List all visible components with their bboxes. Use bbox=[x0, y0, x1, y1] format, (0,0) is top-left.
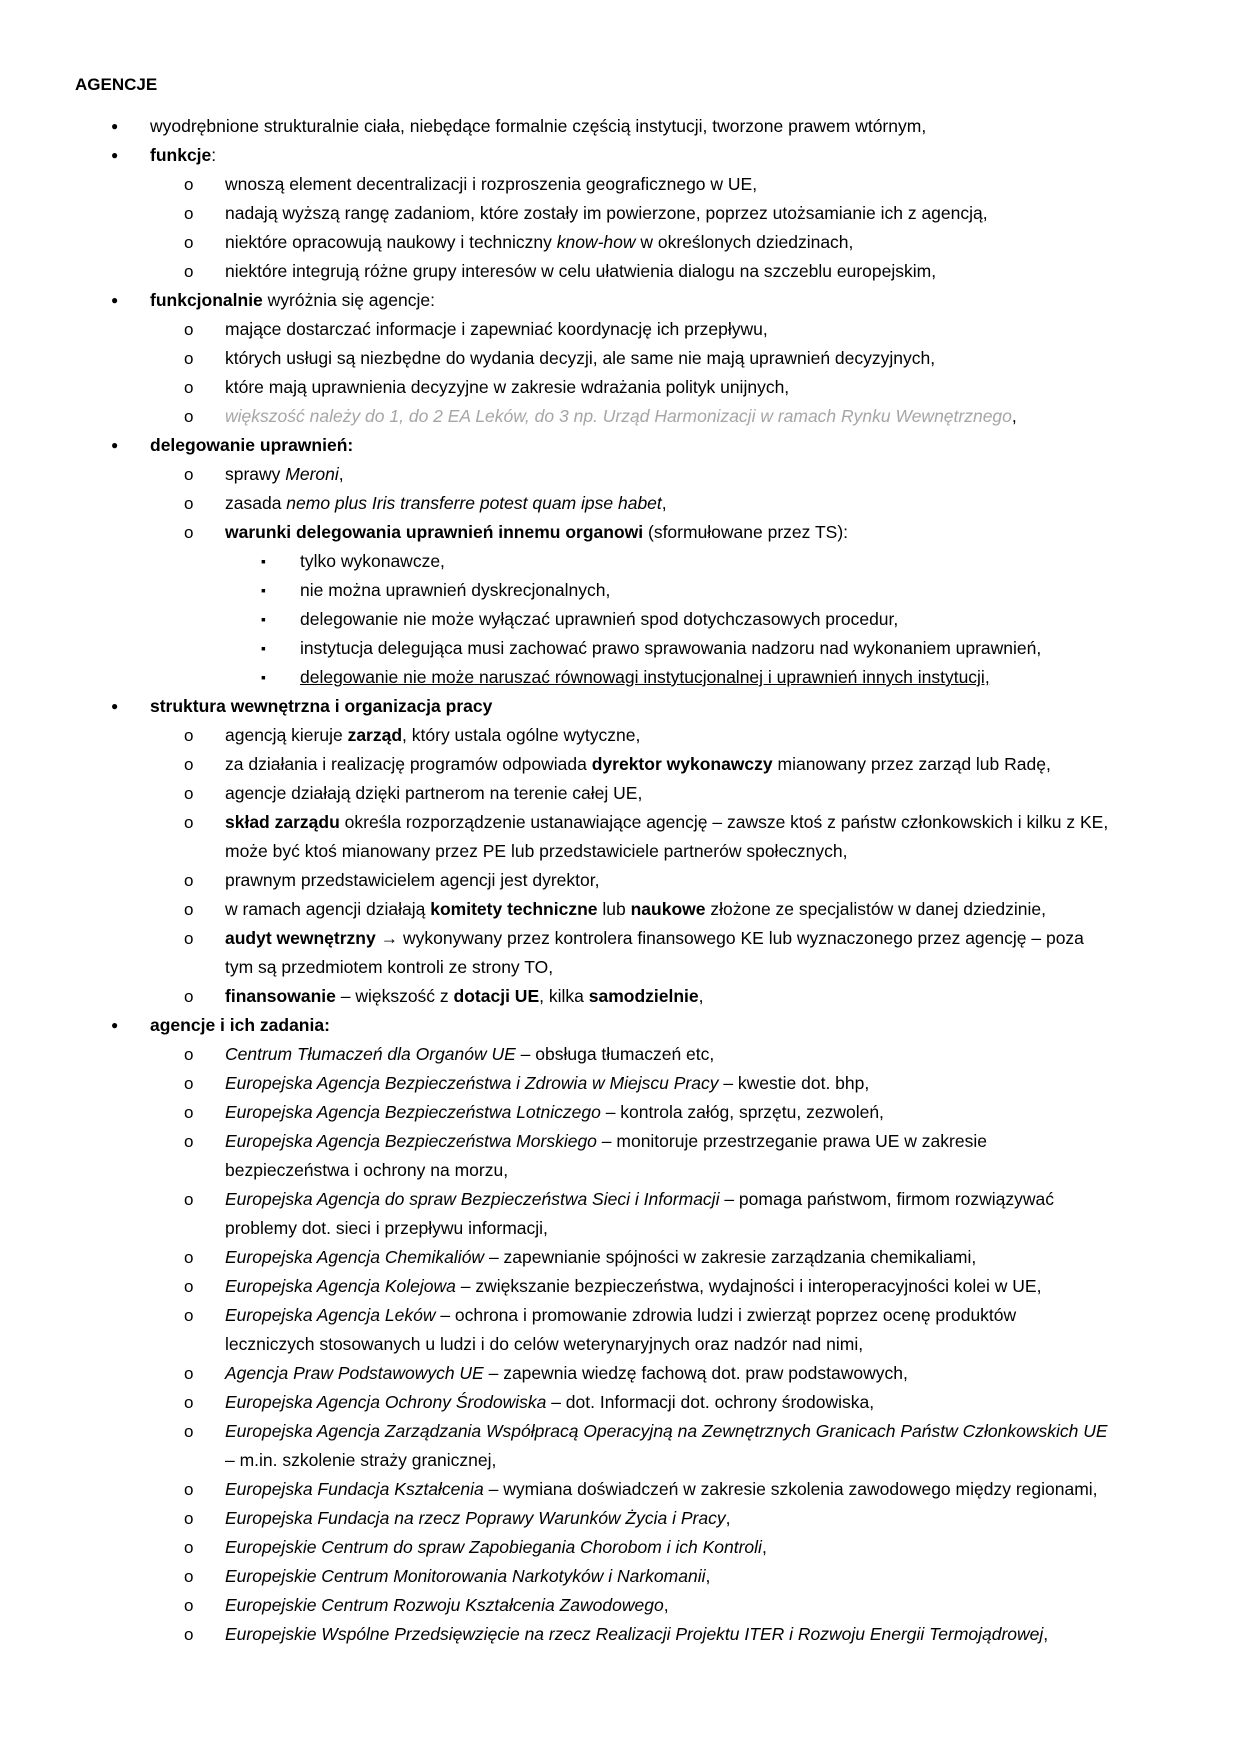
agency-item bbox=[150, 1620, 1180, 1649]
item-text: tylko wykonawcze, bbox=[300, 551, 445, 571]
list-item-struktura bbox=[75, 692, 1180, 1011]
agency-description-continued: – m.in. szkolenie straży granicznej, bbox=[225, 1450, 497, 1470]
list-item-delegowanie bbox=[75, 431, 1180, 692]
item-text: mianowany przez zarząd lub Radę, bbox=[772, 754, 1051, 774]
agency-description: – dot. Informacji dot. ochrony środowiska, bbox=[546, 1392, 875, 1412]
agency-item bbox=[150, 1417, 1180, 1475]
funkcjonalnie-sublist bbox=[150, 315, 1180, 431]
funkcje-sublist bbox=[150, 170, 1180, 286]
list-item-funkcjonalnie bbox=[75, 286, 1180, 431]
agency-description: – obsługa tłumaczeń etc, bbox=[515, 1044, 715, 1064]
list-item bbox=[150, 895, 1180, 924]
list-item-agencje bbox=[75, 1011, 1180, 1649]
item-text: wnoszą element decentralizacji i rozproszenia geograficznego w UE, bbox=[225, 174, 758, 194]
agency-name: Europejskie Centrum Rozwoju Kształcenia Zawodowego bbox=[225, 1595, 664, 1615]
funkcje-heading: funkcje bbox=[150, 145, 212, 165]
item-bold: dotacji UE bbox=[453, 986, 540, 1006]
item-bold: komitety techniczne bbox=[430, 899, 598, 919]
agency-name: Europejska Agencja Ochrony Środowiska bbox=[225, 1392, 547, 1412]
agency-name: Europejska Fundacja Kształcenia bbox=[225, 1479, 484, 1499]
agency-item bbox=[150, 1272, 1180, 1301]
agency-item bbox=[150, 1098, 1180, 1127]
agency-item bbox=[150, 1388, 1180, 1417]
agency-name: Europejska Agencja Zarządzania Współpracą Operacyjną na Zewnętrznych Granicach Państw Członkowskich UE bbox=[225, 1421, 1108, 1441]
list-item bbox=[150, 373, 1180, 402]
item-bold: finansowanie bbox=[225, 986, 336, 1006]
item-underlined: delegowanie nie może naruszać równowagi instytucjonalnej i uprawnień innych instytucji, bbox=[300, 667, 990, 687]
item-text: , kilka bbox=[539, 986, 589, 1006]
delegowanie-heading: delegowanie uprawnień: bbox=[150, 435, 354, 455]
item-bold: samodzielnie bbox=[588, 986, 699, 1006]
list-item bbox=[225, 547, 1180, 576]
item-text: sprawy bbox=[225, 464, 286, 484]
warunki-sublist bbox=[225, 547, 1180, 692]
agency-item bbox=[150, 1301, 1180, 1359]
list-item bbox=[150, 982, 1180, 1011]
agency-name: Europejska Agencja Bezpieczeństwa Lotniczego bbox=[225, 1102, 601, 1122]
item-text: których usługi są niezbędne do wydania decyzji, ale same nie mają uprawnień decyzyjnych, bbox=[225, 348, 936, 368]
agency-description: , bbox=[761, 1537, 767, 1557]
list-item bbox=[150, 402, 1180, 431]
list-item bbox=[150, 199, 1180, 228]
struktura-heading: struktura wewnętrzna i organizacja pracy bbox=[150, 696, 493, 716]
agency-item bbox=[150, 1040, 1180, 1069]
item-text: za działania i realizację programów odpowiada bbox=[225, 754, 592, 774]
list-item bbox=[150, 779, 1180, 808]
agency-description: – wymiana doświadczeń w zakresie szkolenia zawodowego między regionami, bbox=[483, 1479, 1098, 1499]
list-item bbox=[150, 924, 1180, 982]
item-bold: naukowe bbox=[630, 899, 706, 919]
item-text: , bbox=[661, 493, 667, 513]
main-list bbox=[75, 112, 1180, 1649]
agencje-sublist bbox=[150, 1040, 1180, 1649]
agency-name: Europejska Agencja do spraw Bezpieczeństwa Sieci i Informacji bbox=[225, 1189, 720, 1209]
item-muted-italic: większość należy do 1, do 2 EA Leków, do 3 np. Urząd Harmonizacji w ramach Rynku Wewnętrznego bbox=[225, 406, 1012, 426]
agency-description: – zapewnianie spójności w zakresie zarządzania chemikaliami, bbox=[484, 1247, 977, 1267]
list-item-intro bbox=[75, 112, 1180, 141]
agency-item bbox=[150, 1069, 1180, 1098]
item-text: , bbox=[338, 464, 344, 484]
delegowanie-sublist bbox=[150, 460, 1180, 692]
item-bold: audyt wewnętrzny bbox=[225, 928, 376, 948]
agency-description: , bbox=[663, 1595, 669, 1615]
item-bold: zarząd bbox=[347, 725, 403, 745]
item-text: w ramach agencji działają bbox=[225, 899, 431, 919]
agency-description-continued: leczniczych stosowanych u ludzi i do celów weterynaryjnych oraz nadzór nad nimi, bbox=[225, 1334, 864, 1354]
item-italic: know-how bbox=[556, 232, 636, 252]
funkcje-colon: : bbox=[211, 145, 217, 165]
agency-name: Europejska Agencja Kolejowa bbox=[225, 1276, 456, 1296]
funkcjonalnie-rest: wyróżnia się agencje: bbox=[262, 290, 435, 310]
agency-item bbox=[150, 1504, 1180, 1533]
list-item bbox=[225, 634, 1180, 663]
agency-name: Europejska Agencja Chemikaliów bbox=[225, 1247, 485, 1267]
list-item bbox=[150, 489, 1180, 518]
item-text: nadają wyższą rangę zadaniom, które zostały im powierzone, poprzez utożsamianie ich z agencją, bbox=[225, 203, 988, 223]
item-text: (sformułowane przez TS): bbox=[643, 522, 849, 542]
item-text: określa rozporządzenie ustanawiające agencję – zawsze ktoś z państw członkowskich i kilku z KE, bbox=[339, 812, 1109, 832]
funkcjonalnie-heading: funkcjonalnie bbox=[150, 290, 263, 310]
item-italic: nemo plus Iris transferre potest quam ipse habet bbox=[286, 493, 662, 513]
list-item bbox=[150, 518, 1180, 692]
agency-description: , bbox=[1043, 1624, 1049, 1644]
list-item bbox=[225, 605, 1180, 634]
list-item bbox=[150, 228, 1180, 257]
agency-name: Europejskie Wspólne Przedsięwzięcie na rzecz Realizacji Projektu ITER i Rozwoju Energii Termojądrowej bbox=[225, 1624, 1044, 1644]
agency-name: Europejska Agencja Leków bbox=[225, 1305, 436, 1325]
agency-item bbox=[150, 1533, 1180, 1562]
item-text: instytucja delegująca musi zachować prawo sprawowania nadzoru nad wykonaniem uprawnień, bbox=[300, 638, 1042, 658]
item-text: , bbox=[698, 986, 704, 1006]
item-text: niektóre opracowują naukowy i techniczny bbox=[225, 232, 557, 252]
item-text: lub bbox=[597, 899, 631, 919]
item-italic: Meroni bbox=[285, 464, 339, 484]
intro-text: wyodrębnione strukturalnie ciała, niebędące formalnie częścią instytucji, tworzone prawem wtórnym, bbox=[150, 116, 927, 136]
item-text: zasada bbox=[225, 493, 287, 513]
list-item bbox=[225, 576, 1180, 605]
item-bold: skład zarządu bbox=[225, 812, 340, 832]
list-item bbox=[150, 315, 1180, 344]
list-item bbox=[150, 257, 1180, 286]
list-item bbox=[225, 663, 1180, 692]
list-item bbox=[150, 344, 1180, 373]
item-text: agencje działają dzięki partnerom na terenie całej UE, bbox=[225, 783, 643, 803]
agency-item bbox=[150, 1243, 1180, 1272]
agencje-heading: agencje i ich zadania: bbox=[150, 1015, 330, 1035]
agency-name: Agencja Praw Podstawowych UE bbox=[225, 1363, 484, 1383]
item-bold: warunki delegowania uprawnień innemu organowi bbox=[225, 522, 644, 542]
list-item-funkcje bbox=[75, 141, 1180, 286]
agency-item bbox=[150, 1359, 1180, 1388]
agency-item bbox=[150, 1562, 1180, 1591]
item-text: tym są przedmiotem kontroli ze strony TO, bbox=[225, 957, 554, 977]
agency-name: Europejskie Centrum do spraw Zapobiegania Chorobom i ich Kontroli bbox=[225, 1537, 762, 1557]
agency-description-continued: problemy dot. sieci i przepływu informacji, bbox=[225, 1218, 548, 1238]
agency-name: Europejska Agencja Bezpieczeństwa Morskiego bbox=[225, 1131, 597, 1151]
agency-description: – pomaga państwom, firmom rozwiązywać bbox=[719, 1189, 1055, 1209]
item-text: – większość z bbox=[335, 986, 454, 1006]
agency-description: – ochrona i promowanie zdrowia ludzi i zwierząt poprzez ocenę produktów bbox=[435, 1305, 1017, 1325]
page-title: AGENCJE bbox=[75, 75, 158, 94]
list-item bbox=[150, 808, 1180, 866]
list-item bbox=[150, 750, 1180, 779]
agency-name: Europejskie Centrum Monitorowania Narkotyków i Narkomanii bbox=[225, 1566, 706, 1586]
agency-description: – zapewnia wiedzę fachową dot. praw podstawowych, bbox=[483, 1363, 908, 1383]
agency-name: Europejska Agencja Bezpieczeństwa i Zdrowia w Miejscu Pracy bbox=[225, 1073, 719, 1093]
agency-description: , bbox=[705, 1566, 711, 1586]
struktura-sublist bbox=[150, 721, 1180, 1011]
agency-name: Centrum Tłumaczeń dla Organów UE bbox=[225, 1044, 516, 1064]
agency-description: – zwiększanie bezpieczeństwa, wydajności i interoperacyjności kolei w UE, bbox=[455, 1276, 1042, 1296]
item-text: może być ktoś mianowany przez PE lub przedstawiciele partnerów społecznych, bbox=[225, 841, 848, 861]
agency-item bbox=[150, 1591, 1180, 1620]
agency-description: – kwestie dot. bhp, bbox=[718, 1073, 870, 1093]
agency-description: , bbox=[725, 1508, 731, 1528]
list-item bbox=[150, 721, 1180, 750]
agency-description: – monitoruje przestrzeganie prawa UE w zakresie bbox=[596, 1131, 987, 1151]
agency-name: Europejska Fundacja na rzecz Poprawy Warunków Życia i Pracy bbox=[225, 1508, 726, 1528]
item-text: agencją kieruje bbox=[225, 725, 348, 745]
list-item bbox=[150, 460, 1180, 489]
agency-description-continued: bezpieczeństwa i ochrony na morzu, bbox=[225, 1160, 509, 1180]
item-text: , bbox=[1011, 406, 1017, 426]
item-text: które mają uprawnienia decyzyjne w zakresie wdrażania polityk unijnych, bbox=[225, 377, 790, 397]
item-text: mające dostarczać informacje i zapewniać koordynację ich przepływu, bbox=[225, 319, 768, 339]
item-text: prawnym przedstawicielem agencji jest dyrektor, bbox=[225, 870, 600, 890]
item-text: niektóre integrują różne grupy interesów w celu ułatwienia dialogu na szczeblu europejskim, bbox=[225, 261, 937, 281]
item-text: złożone ze specjalistów w danej dziedzinie, bbox=[705, 899, 1046, 919]
agency-item bbox=[150, 1475, 1180, 1504]
item-text: nie można uprawnień dyskrecjonalnych, bbox=[300, 580, 611, 600]
item-text: , który ustala ogólne wytyczne, bbox=[402, 725, 641, 745]
agency-item bbox=[150, 1127, 1180, 1185]
list-item bbox=[150, 866, 1180, 895]
item-bold: dyrektor wykonawczy bbox=[591, 754, 773, 774]
agency-description: – kontrola załóg, sprzętu, zezwoleń, bbox=[600, 1102, 884, 1122]
agency-item bbox=[150, 1185, 1180, 1243]
item-text: delegowanie nie może wyłączać uprawnień spod dotychczasowych procedur, bbox=[300, 609, 899, 629]
list-item bbox=[150, 170, 1180, 199]
item-text: w określonych dziedzinach, bbox=[635, 232, 854, 252]
item-text: → wykonywany przez kontrolera finansowego KE lub wyznaczonego przez agencję – poza bbox=[375, 928, 1084, 948]
